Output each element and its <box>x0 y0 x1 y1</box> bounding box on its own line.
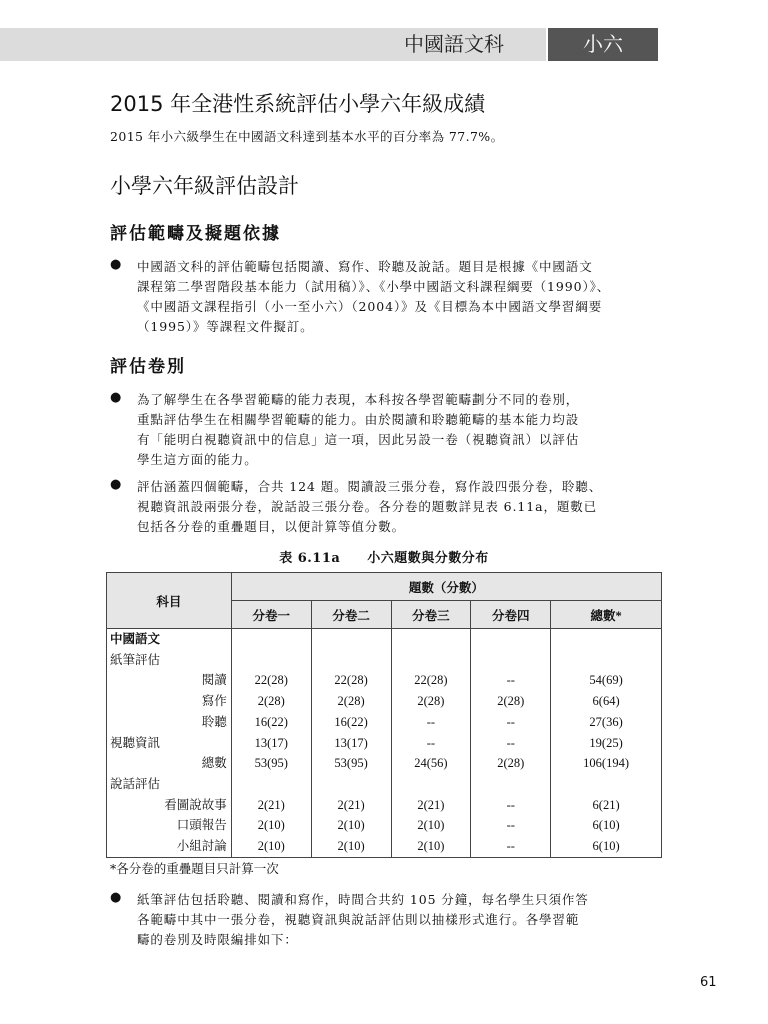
table-cell: 2(28) <box>471 753 551 774</box>
table-cell <box>471 629 551 650</box>
table-cell: 54(69) <box>551 670 662 691</box>
table-cell: 6(10) <box>551 815 662 836</box>
text-line: （1995）》等課程文件擬訂。 <box>137 319 314 334</box>
table-cell: 24(56) <box>391 753 471 774</box>
papers-heading: 評估卷別 <box>110 357 186 377</box>
page-number: 61 <box>700 975 717 990</box>
column-header: 分卷四 <box>471 601 551 629</box>
table-cell: 2(10) <box>231 815 311 836</box>
table-row <box>107 733 662 754</box>
table-row <box>107 712 662 733</box>
table-cell: 27(36) <box>551 712 662 733</box>
text-line: 疇的卷別及時限編排如下： <box>137 932 298 947</box>
table-cell: 13(17) <box>231 733 311 754</box>
table-cell: 6(10) <box>551 836 662 857</box>
row-label: 中國語文 <box>107 629 232 650</box>
table-cell: 6(21) <box>551 795 662 816</box>
column-header: 分卷三 <box>391 601 471 629</box>
table-cell: 106(194) <box>551 753 662 774</box>
text-line: 為了解學生在各學習範疇的能力表現，本科按各學習範疇劃分不同的卷別， <box>137 392 580 407</box>
table-cell: 2(10) <box>391 815 471 836</box>
table-cell: 53(95) <box>311 753 391 774</box>
table-cell <box>231 629 311 650</box>
results-summary: 2015 年小六級學生在中國語文科達到基本水平的百分率為 77.7%。 <box>110 129 504 144</box>
table-cell: 22(28) <box>231 670 311 691</box>
subject-header: 科目 <box>107 573 232 629</box>
bullet-dot-icon: ● <box>110 257 122 272</box>
table-cell <box>471 774 551 795</box>
scope-heading: 評估範疇及擬題依據 <box>110 224 281 244</box>
column-header: 分卷二 <box>311 601 391 629</box>
table-cell: -- <box>471 733 551 754</box>
table-cell <box>551 629 662 650</box>
row-label: 說話評估 <box>107 774 232 795</box>
table-cell: 2(28) <box>391 691 471 712</box>
text-line: 《中國語文課程指引（小一至小六）（2004）》及《目標為本中國語文學習綱要 <box>137 299 603 314</box>
header-subject: 中國語文科 <box>404 32 504 56</box>
bullet-dot-icon: ● <box>110 477 122 492</box>
row-label: 口頭報告 <box>107 815 232 836</box>
table-cell: -- <box>391 733 471 754</box>
text-line: 有「能明白視聽資訊中的信息」這一項，因此另設一卷（視聽資訊）以評估 <box>137 432 580 447</box>
table-cell: -- <box>391 712 471 733</box>
table-cell: 19(25) <box>551 733 662 754</box>
text-line: 包括各分卷的重疊題目，以便計算等值分數。 <box>137 519 406 534</box>
paper-distribution-table <box>106 572 662 858</box>
table-row <box>107 650 662 671</box>
table-cell <box>551 774 662 795</box>
table-row <box>107 836 662 857</box>
table-cell <box>311 650 391 671</box>
table-cell: 16(22) <box>311 712 391 733</box>
table-cell: 2(10) <box>311 815 391 836</box>
text-line: 各範疇中其中一張分卷，視聽資訊與說話評估則以抽樣形式進行。各學習範 <box>137 912 580 927</box>
table-row <box>107 670 662 691</box>
text-line: 紙筆評估包括聆聽、閱讀和寫作，時間合共約 105 分鐘，每名學生只須作答 <box>137 892 589 907</box>
table-cell: 2(21) <box>231 795 311 816</box>
table-cell: -- <box>471 712 551 733</box>
row-label: 閱讀 <box>107 670 232 691</box>
text-line: 學生這方面的能力。 <box>137 452 258 467</box>
table-cell: 53(95) <box>231 753 311 774</box>
table-cell: 2(10) <box>311 836 391 857</box>
table-row <box>107 691 662 712</box>
results-heading: 2015 年全港性系統評估小學六年級成績 <box>110 92 486 116</box>
table-cell <box>471 650 551 671</box>
row-label: 視聽資訊 <box>107 733 232 754</box>
table-cell <box>391 650 471 671</box>
text-line: 課程第二學習階段基本能力（試用稿）》、《小學中國語文科課程綱要（1990）》、 <box>137 279 611 294</box>
design-heading: 小學六年級評估設計 <box>110 174 299 198</box>
row-label: 小組討論 <box>107 836 232 857</box>
table-cell: -- <box>471 670 551 691</box>
table-row <box>107 753 662 774</box>
table-row <box>107 815 662 836</box>
text-line: 視聽資訊設兩張分卷，說話設三張分卷。各分卷的題數詳見表 6.11a，題數已 <box>137 499 598 514</box>
text-line: 中國語文科的評估範疇包括閱讀、寫作、聆聽及說話。題目是根據《中國語文 <box>137 259 593 274</box>
bullet-dot-icon: ● <box>110 890 122 905</box>
table-cell: -- <box>471 795 551 816</box>
table-cell <box>311 774 391 795</box>
table-cell: 22(28) <box>311 670 391 691</box>
table-cell: -- <box>471 815 551 836</box>
questions-group-header: 題數（分數） <box>231 573 661 601</box>
table-row <box>107 629 662 650</box>
row-label: 聆聽 <box>107 712 232 733</box>
bullet-dot-icon: ● <box>110 390 122 405</box>
column-header: 分卷一 <box>231 601 311 629</box>
table-cell: 2(28) <box>231 691 311 712</box>
table-cell: 2(21) <box>311 795 391 816</box>
table-cell <box>551 650 662 671</box>
table-cell <box>391 629 471 650</box>
table-cell: -- <box>471 836 551 857</box>
text-line: 評估涵蓋四個範疇，合共 124 題。閱讀設三張分卷，寫作設四張分卷，聆聽、 <box>137 479 603 494</box>
table-row <box>107 795 662 816</box>
table-cell <box>311 629 391 650</box>
table-row <box>107 774 662 795</box>
table-cell <box>231 650 311 671</box>
table-cell: 6(64) <box>551 691 662 712</box>
table-caption: 表 6.11a 小六題數與分數分布 <box>279 551 489 566</box>
table-cell: 2(10) <box>231 836 311 857</box>
row-label: 總數 <box>107 753 232 774</box>
table-footnote: *各分卷的重疊題目只計算一次 <box>110 861 279 876</box>
row-label: 看圖說故事 <box>107 795 232 816</box>
row-label: 紙筆評估 <box>107 650 232 671</box>
header-grade-tab: 小六 <box>548 28 658 61</box>
table-cell <box>231 774 311 795</box>
table-cell: 2(10) <box>391 836 471 857</box>
table-cell: 16(22) <box>231 712 311 733</box>
column-header: 總數* <box>551 601 662 629</box>
table-cell: 2(21) <box>391 795 471 816</box>
row-label: 寫作 <box>107 691 232 712</box>
table-body <box>107 629 662 858</box>
table-cell: 2(28) <box>311 691 391 712</box>
table-cell: 13(17) <box>311 733 391 754</box>
table-cell: 22(28) <box>391 670 471 691</box>
table-cell: 2(28) <box>471 691 551 712</box>
table-cell <box>391 774 471 795</box>
text-line: 重點評估學生在相關學習範疇的能力。由於閱讀和聆聽範疇的基本能力均設 <box>137 412 580 427</box>
